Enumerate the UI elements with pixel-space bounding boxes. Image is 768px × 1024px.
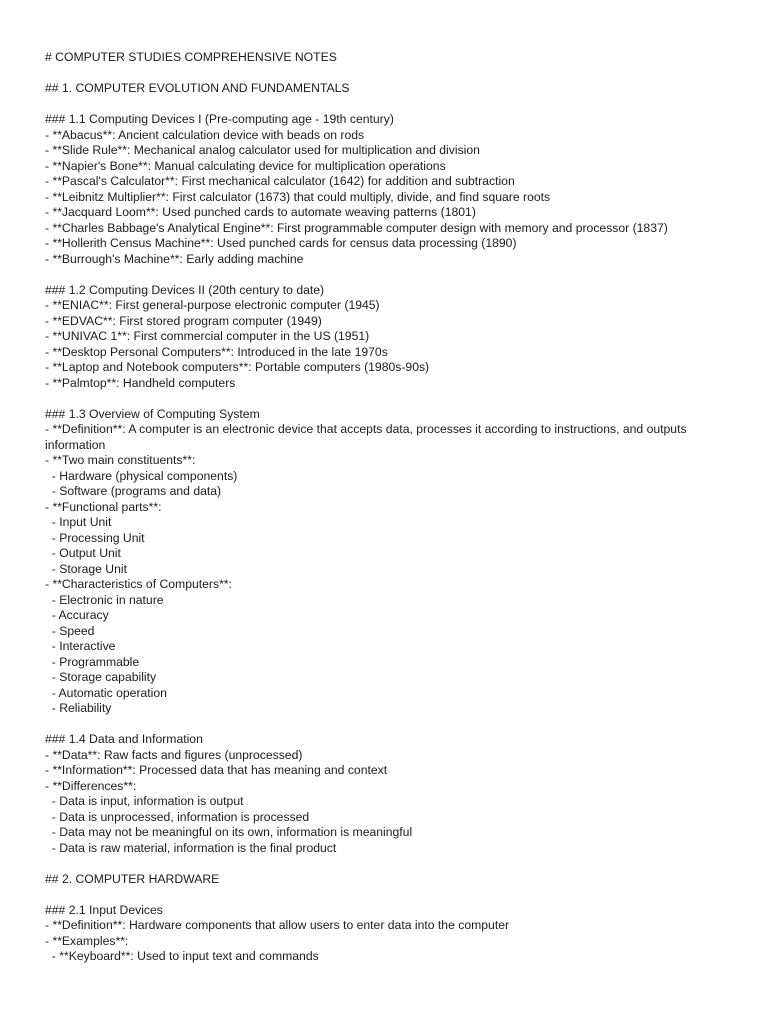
list-item: - **Definition**: Hardware components that allow users to enter data into the computer xyxy=(45,918,510,932)
heading-h2: ## 2. COMPUTER HARDWARE xyxy=(45,871,220,886)
list-item: - **Jacquard Loom**: Used punched cards to automate weaving patterns (1801) xyxy=(45,205,476,219)
blank-line xyxy=(45,717,760,733)
list-item: - **Two main constituents**: xyxy=(45,453,196,467)
list-item: - **Pascal's Calculator**: First mechanical calculator (1642) for addition and subtraction xyxy=(45,174,515,188)
blank-line xyxy=(45,267,760,283)
notes-document xyxy=(45,50,760,965)
heading-h3: ### 1.4 Data and Information xyxy=(45,732,203,746)
sub-list-item: - Input Unit xyxy=(45,515,112,529)
list-item: - **Functional parts**: xyxy=(45,499,162,514)
sub-list-item: - Accuracy xyxy=(45,608,109,622)
list-item: - **ENIAC**: First general-purpose electronic computer (1945) xyxy=(45,298,380,312)
list-item: - **Palmtop**: Handheld computers xyxy=(45,375,236,390)
sub-list-item: - Programmable xyxy=(45,654,140,669)
blank-line xyxy=(45,856,760,872)
list-item: - **Burrough's Machine**: Early adding machine xyxy=(45,251,304,266)
heading-h3: ### 1.2 Computing Devices II (20th century to date) xyxy=(45,282,325,297)
heading-h3: ### 1.3 Overview of Computing System xyxy=(45,406,260,421)
list-item: - **UNIVAC 1**: First commercial computer in the US (1951) xyxy=(45,329,370,343)
blank-line xyxy=(45,887,760,903)
sub-list-item: - Interactive xyxy=(45,639,116,653)
list-item: - **Definition**: A computer is an electronic device that accepts data, processes it according to instructions, and outputs xyxy=(45,422,687,436)
list-item: - **Data**: Raw facts and figures (unprocessed) xyxy=(45,747,303,762)
list-item: - **Laptop and Notebook computers**: Portable computers (1980s-90s) xyxy=(45,360,430,374)
list-item: - **EDVAC**: First stored program computer (1949) xyxy=(45,313,322,328)
text-line: information xyxy=(45,437,106,452)
list-item: - **Charles Babbage's Analytical Engine**: First programmable computer design with memory and processor (1837) xyxy=(45,220,668,235)
sub-list-item: - Data is raw material, information is the final product xyxy=(45,840,337,855)
sub-list-item: - Automatic operation xyxy=(45,685,167,700)
heading-h2: ## 1. COMPUTER EVOLUTION AND FUNDAMENTALS xyxy=(45,81,350,95)
sub-list-item: - Storage capability xyxy=(45,670,157,684)
heading-h1: # COMPUTER STUDIES COMPREHENSIVE NOTES xyxy=(45,50,337,64)
sub-list-item: - Data may not be meaningful on its own, information is meaningful xyxy=(45,825,413,839)
sub-list-item: - Data is input, information is output xyxy=(45,794,244,808)
sub-list-item: - Storage Unit xyxy=(45,561,127,576)
sub-list-item: - Speed xyxy=(45,623,95,638)
list-item: - **Slide Rule**: Mechanical analog calculator used for multiplication and division xyxy=(45,143,480,157)
sub-list-item: - Output Unit xyxy=(45,546,121,560)
blank-line xyxy=(45,97,760,113)
heading-h3: ### 1.1 Computing Devices I (Pre-computing age - 19th century) xyxy=(45,112,394,126)
sub-list-item: - Software (programs and data) xyxy=(45,484,222,498)
sub-list-item: - **Keyboard**: Used to input text and commands xyxy=(45,949,319,963)
sub-list-item: - Hardware (physical components) xyxy=(45,468,238,483)
list-item: - **Napier's Bone**: Manual calculating device for multiplication operations xyxy=(45,158,446,173)
list-item: - **Differences**: xyxy=(45,778,137,793)
list-item: - **Abacus**: Ancient calculation device with beads on rods xyxy=(45,127,365,142)
sub-list-item: - Electronic in nature xyxy=(45,592,164,607)
list-item: - **Desktop Personal Computers**: Introduced in the late 1970s xyxy=(45,344,388,359)
blank-line xyxy=(45,66,760,82)
sub-list-item: - Data is unprocessed, information is processed xyxy=(45,809,310,824)
sub-list-item: - Processing Unit xyxy=(45,530,145,545)
list-item: - **Information**: Processed data that has meaning and context xyxy=(45,763,388,777)
list-item: - **Hollerith Census Machine**: Used punched cards for census data processing (1890) xyxy=(45,236,517,250)
heading-h3: ### 2.1 Input Devices xyxy=(45,902,163,917)
list-item: - **Examples**: xyxy=(45,933,129,948)
list-item: - **Characteristics of Computers**: xyxy=(45,577,232,591)
blank-line xyxy=(45,391,760,407)
sub-list-item: - Reliability xyxy=(45,701,112,715)
list-item: - **Leibnitz Multiplier**: First calculator (1673) that could multiply, divide, and find square roots xyxy=(45,189,551,204)
